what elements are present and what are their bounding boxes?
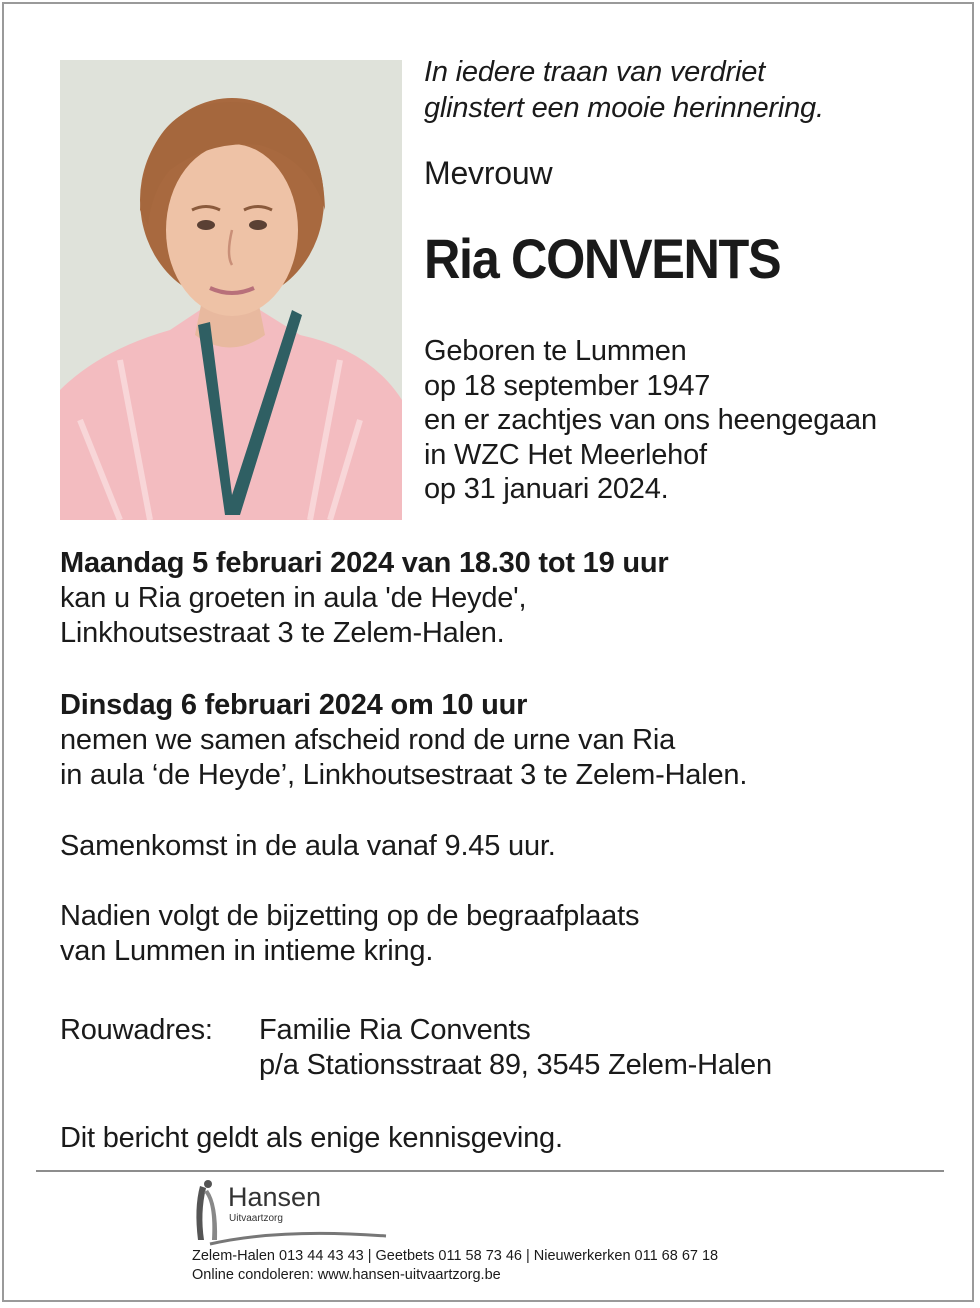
farewell-heading: Dinsdag 6 februari 2024 om 10 uur: [60, 689, 528, 721]
online-condolence: Online condoleren: www.hansen-uitvaartzorg.be: [192, 1267, 501, 1283]
address-line: p/a Stationsstraat 89, 3545 Zelem-Halen: [259, 1049, 772, 1081]
detail-line: Geboren te Lummen: [424, 335, 687, 367]
detail-line: op 31 januari 2024.: [424, 473, 669, 505]
memorial-quote: [424, 54, 824, 126]
greeting-heading: Maandag 5 februari 2024 van 18.30 tot 19 uur: [60, 547, 669, 579]
deceased-name: Ria CONVENTS: [424, 227, 781, 290]
address-line: Familie Ria Convents: [259, 1014, 531, 1046]
address-label: Rouwadres:: [60, 1014, 213, 1046]
detail-line: in WZC Het Meerlehof: [424, 438, 707, 471]
quote-line: In iedere traan van verdriet: [424, 56, 765, 88]
burial-line: van Lummen in intieme kring.: [60, 935, 434, 967]
detail-line: op 18 september 1947: [424, 369, 711, 402]
address-block: [259, 1013, 772, 1083]
birth-death-details: [424, 334, 877, 507]
detail-line: en er zachtjes van ons heengegaan: [424, 404, 877, 436]
quote-line: glinstert een mooie herinnering.: [424, 92, 824, 124]
footer-divider: [36, 1170, 944, 1172]
gathering-text: Samenkomst in de aula vanaf 9.45 uur.: [60, 830, 556, 862]
burial-line: Nadien volgt de bijzetting op de begraafplaats: [60, 900, 640, 932]
funeral-home-phones: Zelem-Halen 013 44 43 43 | Geetbets 011 58 73 46 | Nieuwerkerken 011 68 67 18: [192, 1248, 719, 1264]
honorific: Mevrouw: [424, 155, 553, 191]
burial-section: [60, 899, 639, 969]
portrait-illustration: [60, 60, 402, 520]
farewell-line: nemen we samen afscheid rond de urne van Ria: [60, 724, 676, 756]
greeting-line: Linkhoutsestraat 3 te Zelem-Halen.: [60, 617, 505, 649]
greeting-section: [60, 546, 669, 651]
portrait-photo: [60, 60, 402, 520]
farewell-line: in aula ‘de Heyde’, Linkhoutsestraat 3 te Zelem-Halen.: [60, 759, 748, 791]
funeral-home-name: Hansen: [228, 1182, 322, 1212]
greeting-line: kan u Ria groeten in aula 'de Heyde',: [60, 582, 527, 614]
farewell-section: [60, 688, 747, 793]
notice-text: Dit bericht geldt als enige kennisgeving.: [60, 1122, 563, 1154]
funeral-home-subtitle: Uitvaartzorg: [229, 1213, 283, 1224]
